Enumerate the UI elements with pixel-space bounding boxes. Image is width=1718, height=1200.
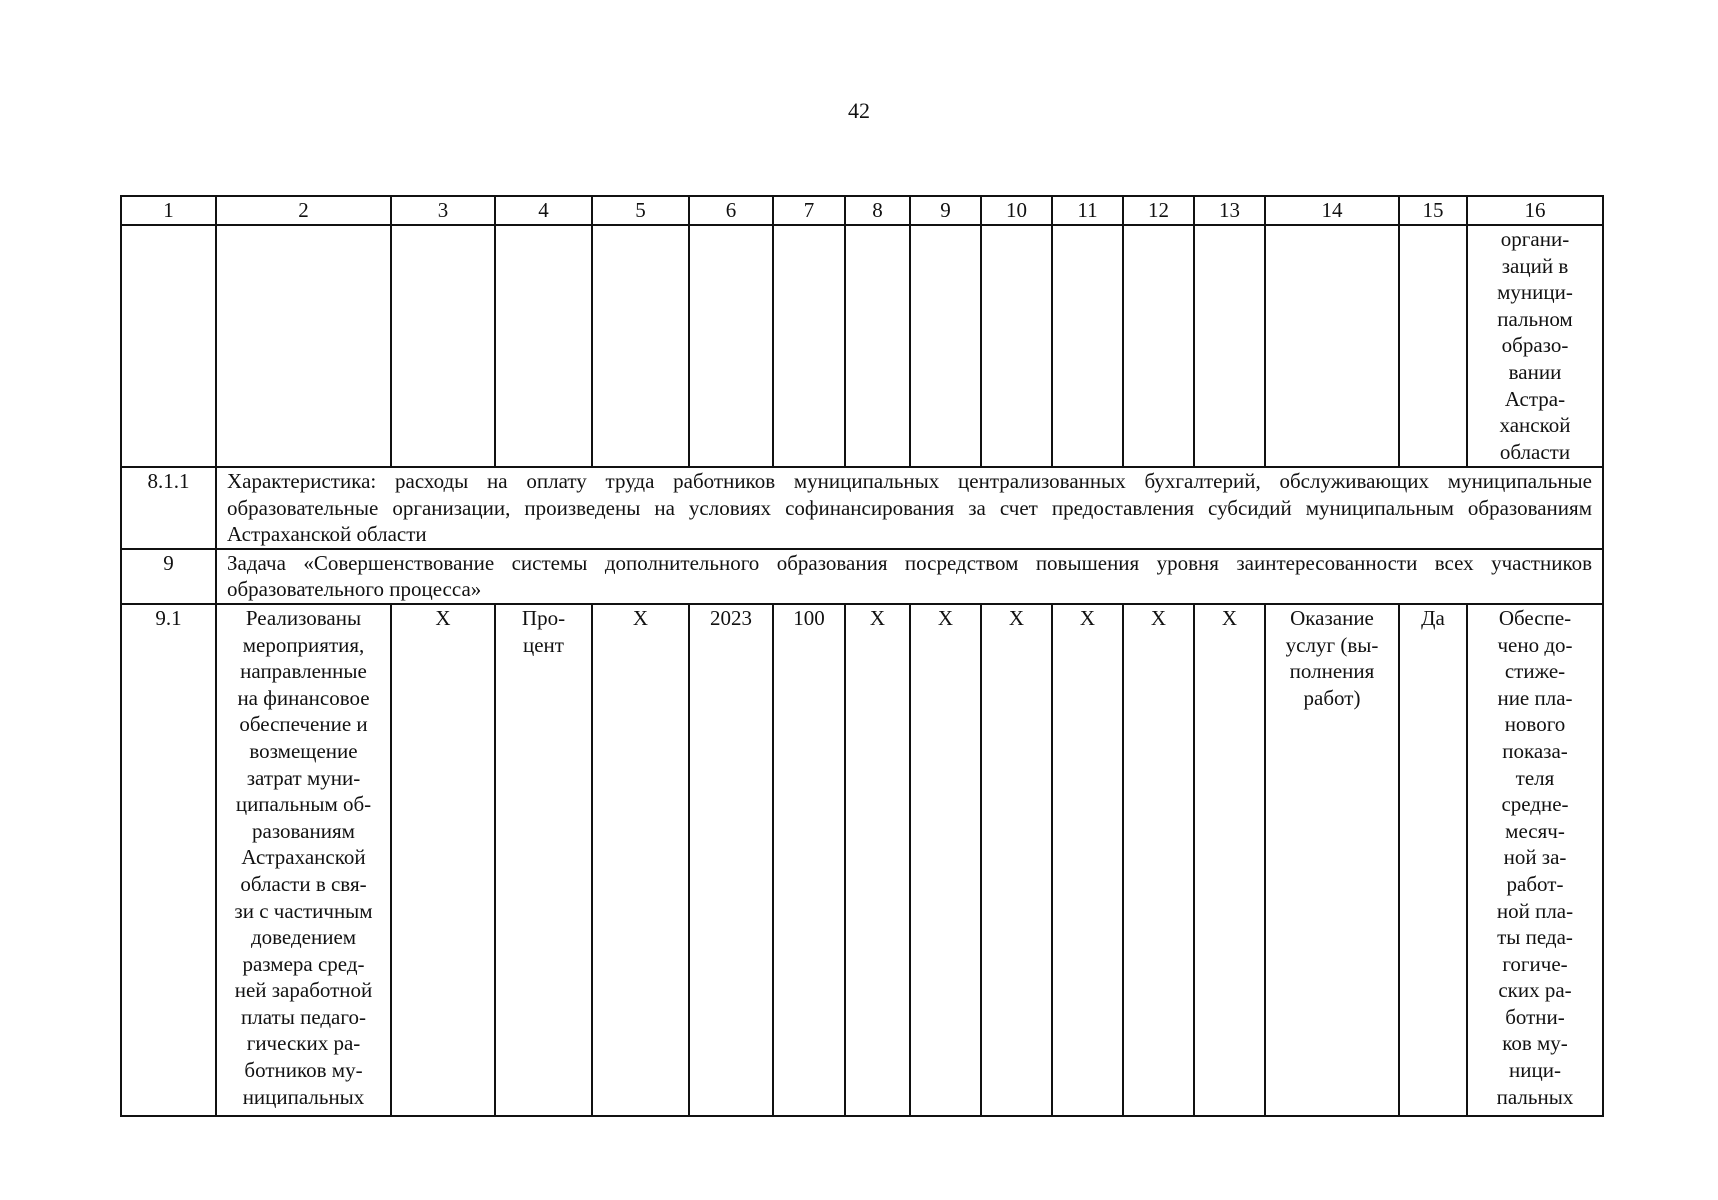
text-line: ние пла- [1497, 685, 1573, 710]
table-row-characteristic [121, 467, 1603, 549]
column-header: 12 [1123, 196, 1194, 225]
text-line: доведением [250, 925, 357, 950]
empty-cell [495, 225, 592, 467]
text-line: ней заработной [234, 978, 373, 1003]
text-line: муници- [1497, 280, 1573, 305]
text-line: заций в [1501, 253, 1569, 278]
text-line: Оказание [1290, 605, 1374, 630]
task-text-cell: Задача «Совершенствование системы дополнительного образования посредством повышения уровня заинтересованности всех участников образовательного процесса» [216, 549, 1603, 604]
column-header: 15 [1399, 196, 1467, 225]
text-line: Астра- [1504, 386, 1566, 411]
column-header: 14 [1265, 196, 1399, 225]
empty-cell [773, 225, 845, 467]
value-cell: X [981, 604, 1052, 1116]
text-line: месяч- [1505, 818, 1565, 843]
text-line: ских ра- [1498, 978, 1572, 1003]
empty-cell [845, 225, 910, 467]
text-line: ной за- [1503, 845, 1567, 870]
text-line: работ- [1506, 871, 1564, 896]
text-line: размера сред- [242, 951, 365, 976]
column-header: 3 [391, 196, 495, 225]
text-line: области [1499, 439, 1571, 464]
text-line: ты педа- [1497, 925, 1573, 950]
text-line: работ) [1303, 685, 1361, 710]
table-row-continuation [121, 225, 1603, 467]
value-cell: X [910, 604, 981, 1116]
text-line: органи- [1500, 227, 1570, 251]
text-line: образо- [1501, 333, 1569, 358]
text-line: ботни- [1505, 1004, 1565, 1029]
characteristic-text-cell: Характеристика: расходы на оплату труда работников муниципальных централизованных бухгалтерий, обслуживающих муниципальные образовательные организации, произведены на условиях софинансирования за счет предоставления субсидий муниципальным образованиям Астраханской области [216, 467, 1603, 549]
text-line: цент [523, 632, 564, 657]
unit-cell [495, 604, 592, 1116]
row-number-cell: 8.1.1 [121, 467, 216, 549]
text-line: ципальным об- [235, 792, 372, 817]
text-line: нового [1504, 712, 1566, 737]
column-header: 16 [1467, 196, 1603, 225]
empty-cell [1194, 225, 1265, 467]
text-line: Про- [521, 605, 566, 630]
empty-cell [1123, 225, 1194, 467]
text-line: теля [1515, 765, 1555, 790]
empty-cell [981, 225, 1052, 467]
column-header: 2 [216, 196, 391, 225]
column-header: 6 [689, 196, 773, 225]
column-header: 5 [592, 196, 689, 225]
text-line: зи с частичным [234, 898, 373, 923]
table-row-9-1 [121, 604, 1603, 1116]
table-row-task [121, 549, 1603, 604]
text-line: ханской [1499, 413, 1571, 438]
value-cell: X [1194, 604, 1265, 1116]
empty-cell [121, 225, 216, 467]
value-cell: X [592, 604, 689, 1116]
text-line: платы педаго- [241, 1004, 366, 1029]
value-cell: X [1052, 604, 1123, 1116]
text-line: гических ра- [246, 1031, 361, 1056]
result-type-cell [1265, 604, 1399, 1116]
column-header: 11 [1052, 196, 1123, 225]
value-cell: X [845, 604, 910, 1116]
text-line: мероприятия, [242, 632, 365, 657]
row-number-cell: 9.1 [121, 604, 216, 1116]
empty-cell [391, 225, 495, 467]
empty-cell [592, 225, 689, 467]
text-line: пальных [1496, 1084, 1574, 1109]
text-line: возмещение [249, 738, 358, 763]
empty-cell [1265, 225, 1399, 467]
text-line: пальном [1497, 306, 1573, 331]
column-header: 8 [845, 196, 910, 225]
text-line: средне- [1501, 792, 1569, 817]
empty-cell [689, 225, 773, 467]
text-line: ниципальных [242, 1084, 365, 1109]
text-line: гогиче- [1502, 951, 1568, 976]
empty-cell [1052, 225, 1123, 467]
text-line: показа- [1502, 738, 1568, 763]
text-line: стиже- [1504, 659, 1566, 684]
row-number-cell: 9 [121, 549, 216, 604]
column-header: 13 [1194, 196, 1265, 225]
text-line: Обеспе- [1498, 605, 1572, 630]
text-line: разованиям [252, 818, 355, 843]
value-cell: X [1123, 604, 1194, 1116]
text-line: ной пла- [1496, 898, 1574, 923]
value-cell: Да [1399, 604, 1467, 1116]
value-cell: X [391, 604, 495, 1116]
value-cell: 100 [773, 604, 845, 1116]
text-line: чено до- [1497, 632, 1573, 657]
text-line: ботников му- [244, 1058, 363, 1083]
empty-cell [216, 225, 391, 467]
column-header: 4 [495, 196, 592, 225]
text-line: Реализованы [245, 605, 362, 630]
column-header: 7 [773, 196, 845, 225]
empty-cell [1399, 225, 1467, 467]
text-line: на финансовое [237, 685, 370, 710]
text-line: обеспечение и [239, 712, 368, 737]
page-number: 42 [848, 98, 870, 123]
text-line: услуг (вы- [1285, 632, 1379, 657]
empty-cell [910, 225, 981, 467]
continuation-text-cell [1467, 225, 1603, 467]
text-line: области в свя- [240, 871, 367, 896]
text-line: вании [1508, 359, 1562, 384]
description-cell [1467, 604, 1603, 1116]
text-line: направленные [240, 659, 367, 684]
column-header: 9 [910, 196, 981, 225]
text-line: полнения [1289, 659, 1375, 684]
column-header: 10 [981, 196, 1052, 225]
table-header-row [121, 196, 1603, 225]
text-line: Астраханской [241, 845, 366, 870]
text-line: ков му- [1502, 1031, 1568, 1056]
text-line: ници- [1509, 1058, 1561, 1083]
document-table [120, 195, 1604, 1117]
indicator-name-cell [216, 604, 391, 1116]
text-line: затрат муни- [246, 765, 361, 790]
column-header: 1 [121, 196, 216, 225]
year-cell: 2023 [689, 604, 773, 1116]
